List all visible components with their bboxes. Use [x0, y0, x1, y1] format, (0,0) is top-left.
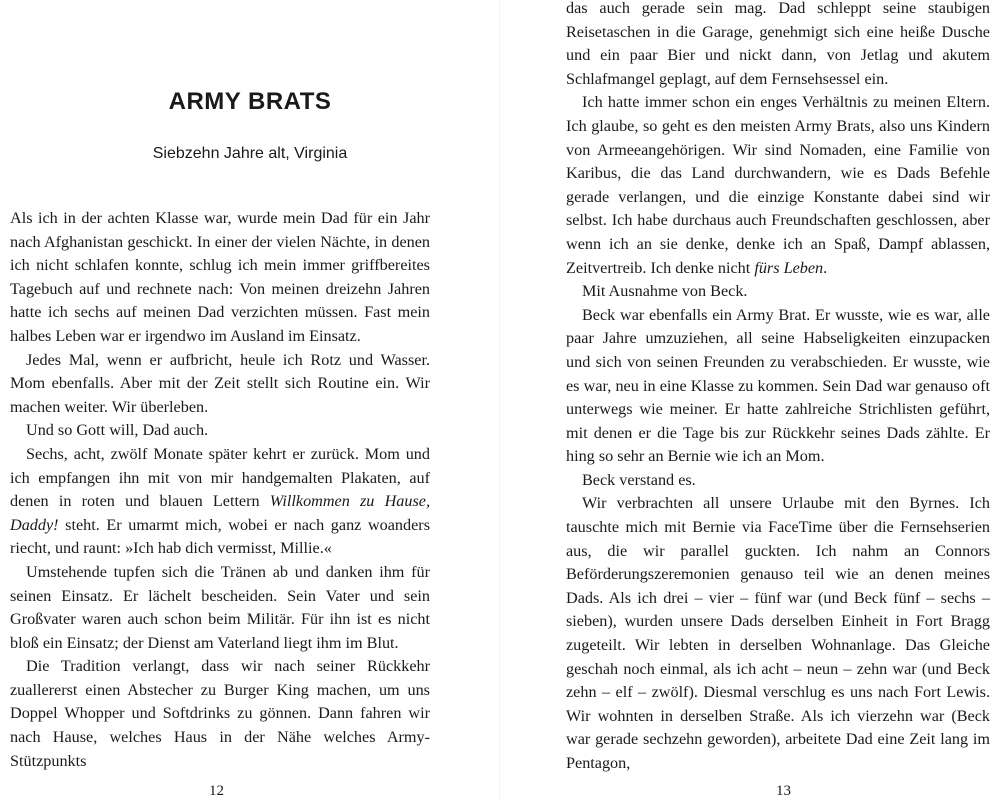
emphasis: Willkommen zu Hause, Daddy!: [10, 492, 430, 534]
chapter-title: ARMY BRATS: [168, 88, 332, 115]
paragraph: Sechs, acht, zwölf Monate später kehrt er zurück. Mom und ich empfangen ihn mit von mir handgemalten Plakaten, auf denen in roten und blauen Lettern Willkommen zu Hause, Daddy! steht. Er umarmt mich, wobei er nach ganz woanders riecht, und raunt: »Ich hab dich vermisst, Millie.«: [10, 444, 430, 558]
paragraph: Beck war ebenfalls ein Army Brat. Er wusste, wie es war, alle paar Jahre umzuziehen, all seine Habseligkeiten einzupacken und sich von seinen Freunden zu verabschieden. Er wusste, wie es war, neu in eine Klasse zu kommen. Sein Dad war genauso oft unterwegs wie meiner. Er hatte zahlreiche Strichlisten geführt, mit denen er die Tage bis zur Rückkehr seines Dads zählte. Er hing so sehr an Bernie wie ich an Mom.: [566, 305, 990, 466]
paragraph: Ich hatte immer schon ein enges Verhältnis zu meinen Eltern. Ich glaube, so geht es den meisten Army Brats, also uns Kindern von Armeeangehörigen. Wir sind Nomaden, eine Familie von Karibus, die das Land durchwandern, wie es Dads Befehle gerade verlangen, und die einzige Konstante dabei sind wir selbst. Ich habe durchaus auch Freundschaften geschlossen, aber wenn ich an sie denke, denke ich an Spaß, Dampf ablassen, Zeitvertreib. Ich denke nicht fürs Leben.: [566, 93, 990, 277]
paragraph: Und so Gott will, Dad auch.: [26, 421, 209, 440]
paragraph: Mit Ausnahme von Beck.: [582, 282, 748, 301]
paragraph: Beck verstand es.: [582, 470, 696, 489]
emphasis: fürs Leben: [754, 258, 824, 277]
paragraph: Als ich in der achten Klasse war, wurde mein Dad für ein Jahr nach Afghanistan geschickt. In einer der vielen Nächte, in denen ich nicht schlafen konnte, schlug ich mein immer griffbereites Tagebuch auf und rechnete nach: Von meinen dreizehn Jahren hatte ich sechs auf meinen Dad verzichten müssen. Fast mein halbes Leben war er irgendwo im Ausland im Einsatz.: [10, 209, 430, 345]
page-number: 12: [209, 783, 224, 799]
paragraph: das auch gerade sein mag. Dad schleppt seine staubigen Reisetaschen in die Garage, genehmigt sich eine heiße Dusche und ein paar Bier und nickt dann, von Jetlag und akutem Schlafmangel geplagt, auf dem Fernsehsessel ein.: [566, 0, 990, 88]
paragraph: Jedes Mal, wenn er aufbricht, heule ich Rotz und Wasser. Mom ebenfalls. Aber mit der Zeit stellt sich Routine ein. Wir machen weiter. Wir überleben.: [10, 350, 430, 416]
page-number: 13: [776, 783, 791, 799]
right-page-body: [566, 0, 990, 776]
left-page-body: [10, 207, 430, 773]
paragraph: Die Tradition verlangt, dass wir nach seiner Rückkehr zuallererst einen Abstecher zu Burger King machen, um uns Doppel Whopper und Softdrinks zu gönnen. Dann fahren wir nach Hause, welches Haus in der Nähe welches Army-Stützpunkts: [10, 657, 430, 770]
chapter-subtitle: Siebzehn Jahre alt, Virginia: [152, 145, 348, 162]
paragraph: Umstehende tupfen sich die Tränen ab und danken ihm für seinen Einsatz. Er lächelt bescheiden. Sein Vater und sein Großvater waren auch schon beim Militär. Für ihn ist es nicht bloß ein Einsatz; der Dienst am Vaterland liegt ihm im Blut.: [10, 562, 430, 652]
paragraph: Wir verbrachten all unsere Urlaube mit den Byrnes. Ich tauschte mich mit Bernie via FaceTime über die Fernsehserien aus, die wir parallel guckten. Ich nahm an Connors Beförderungszeremonien genauso teil wie an denen meines Dads. Als ich drei – vier – fünf war (und Beck fünf – sechs – sieben), wurden unsere Dads derselben Einheit in Fort Bragg zugeteilt. Wir lebten in derselben Wohnanlage. Das Gleiche geschah noch einmal, als ich acht – neun – zehn war (und Beck zehn – elf – zwölf). Diesmal verschlug es uns nach Fort Lewis. Wir wohnten in derselben Straße. Als ich vierzehn war (Beck war gerade sechzehn geworden), arbeitete Dad eine Zeit lang im Pentagon,: [566, 494, 990, 772]
